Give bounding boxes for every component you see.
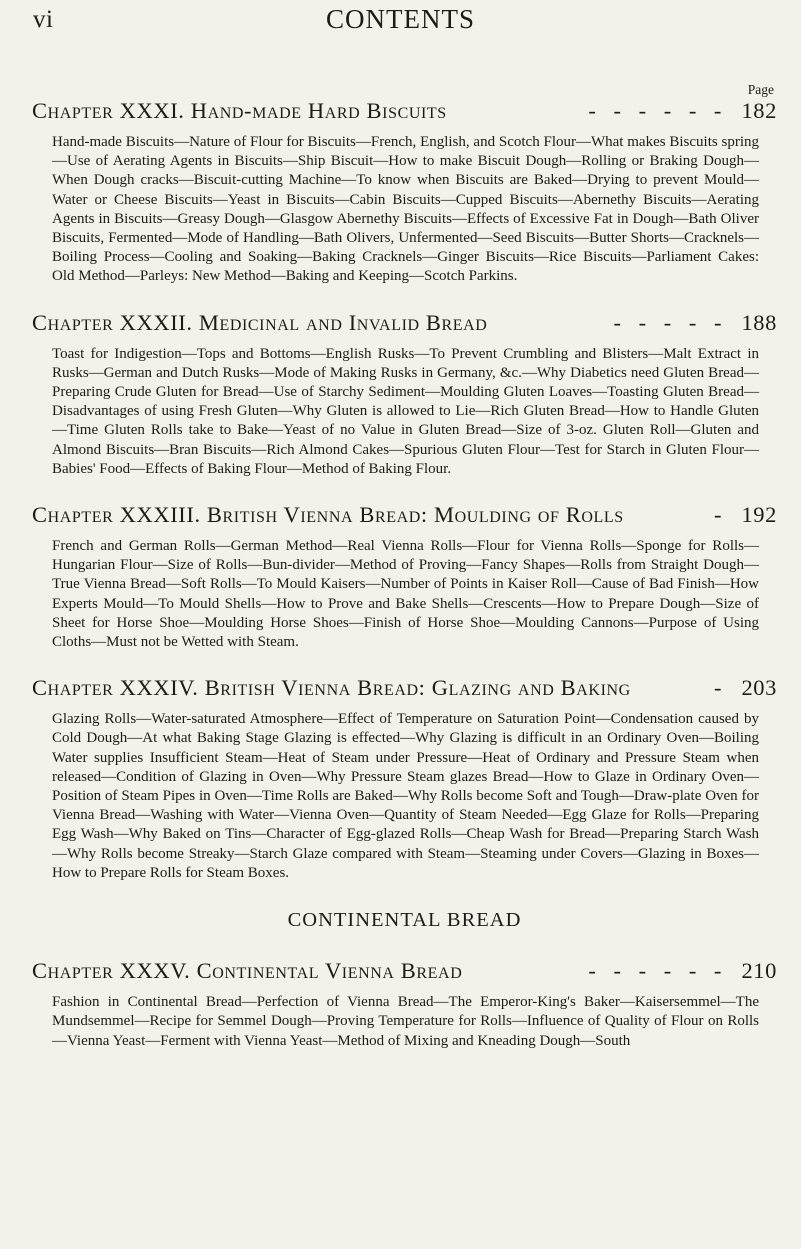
chapter-page-number: 210 [741, 958, 777, 984]
page-column-label: Page [747, 82, 774, 97]
chapter-page-number: 188 [741, 309, 777, 335]
chapter-title: Chapter XXXV. Continental Vienna Bread [32, 958, 463, 984]
chapter-leader: - - - - - - [588, 98, 728, 123]
chapter-entry-34 [32, 674, 777, 883]
chapter-title: Chapter XXXIV. British Vienna Bread: Glazing and Baking [32, 675, 631, 701]
chapter-title: Chapter XXXI. Hand-made Hard Biscuits [32, 98, 447, 123]
section-heading: CONTINENTAL BREAD [287, 909, 522, 932]
chapter-page-number: 203 [741, 675, 777, 701]
chapter-page-number: 192 [741, 502, 777, 528]
page-folio: vi [33, 6, 54, 33]
chapter-leader: - - - - - [613, 309, 728, 335]
chapter-entry-33 [32, 501, 777, 652]
chapter-entry-31 [32, 97, 777, 287]
contents-list [32, 97, 777, 1051]
chapter-leader: - [713, 675, 728, 701]
chapter-entry-32 [32, 309, 777, 479]
chapter-leader: - [713, 502, 728, 528]
chapter-heading [32, 97, 777, 125]
chapter-summary: French and German Rolls—German Method—Real Vienna Rolls—Flour for Vienna Rolls—Sponge for Rolls—Hungarian Flour—Size of Rolls—Bun-divider—Method of Proving—Fancy Shapes—Rolls from Straight Dough—True Vienna Bread—Soft Rolls—To Mould Kaisers—Number of Points in Kaiser Roll—Cause of Bad Finish—How Experts Mould—To Mould Shells—How to Prove and Bake Shells—Crescents—How to Prepare Dough—Size of Sheet for Horse Shoe—Moulding Horse Shoes—Finish of Horse Shoe—Moulding Cannons—Purpose of Using Cloths—Must not be Wetted with Steam. [52, 538, 759, 651]
chapter-page-number: 182 [741, 98, 777, 123]
chapter-heading [32, 957, 777, 985]
chapter-summary: Fashion in Continental Bread—Perfection of Vienna Bread—The Emperor-King's Baker—Kaisersemmel—The Mundsemmel—Recipe for Semmel Dough—Proving Temperature for Rolls—Influence of Quality of Flour on Rolls—Vienna Yeast—Ferment with Vienna Yeast—Method of Mixing and Kneading Dough—South [52, 994, 759, 1049]
chapter-heading [32, 674, 777, 702]
chapter-entry-35 [32, 957, 777, 1051]
chapter-leader: - - - - - - [588, 958, 728, 984]
chapter-summary: Toast for Indigestion—Tops and Bottoms—English Rusks—To Prevent Crumbling and Blisters—Malt Extract in Rusks—German and Dutch Rusks—Mode of Making Rusks in Germany, &c.—Why Diabetics need Gluten Bread—Preparing Crude Gluten for Bread—Use of Starchy Sediment—Moulding Gluten Loaves—Toasting Gluten Bread—Disadvantages of using Fresh Gluten—Why Gluten is allowed to Lie—Rich Gluten Bread—How to Handle Gluten—Time Gluten Rolls take to Bake—Yeast of no Value in Gluten Bread—Size of 3-oz. Gluten Roll—Gluten and Almond Biscuits—Bran Biscuits—Rich Almond Cakes—Spurious Gluten Flour—Test for Starch in Gluten Flour—Babies' Food—Effects of Baking Flour—Method of Baking Flour. [52, 345, 759, 477]
chapter-summary: Hand-made Biscuits—Nature of Flour for Biscuits—French, English, and Scotch Flour—What makes Biscuits spring—Use of Aerating Agents in Biscuits—Ship Biscuit—How to make Biscuit Dough—Rolling or Braking Dough—When Dough cracks—Biscuit-cutting Machine—To know when Biscuits are Baked—Drying to prevent Mould—Water or Cheese Biscuits—Yeast in Biscuits—Cabin Biscuits—Cupped Biscuits—Abernethy Biscuits—Aerating Agents in Biscuits—Greasy Dough—Glasgow Abernethy Biscuits—Effects of Excessive Fat in Dough—Bath Oliver Biscuits, Fermented—Mode of Handling—Bath Olivers, Unfermented—Seed Biscuits—Butter Shorts—Cracknels—Boiling Process—Cooling and Soaking—Baking Cracknels—Ginger Biscuits—Rice Biscuits—Parliament Cakes: Old Method—Parleys: New Method—Baking and Keeping—Scotch Parkins. [52, 134, 759, 285]
chapter-heading [32, 309, 777, 337]
chapter-heading [32, 501, 777, 529]
chapter-title: Chapter XXXIII. British Vienna Bread: Moulding of Rolls [32, 502, 624, 528]
running-head: CONTENTS [326, 4, 475, 34]
chapter-summary: Glazing Rolls—Water-saturated Atmosphere—Effect of Temperature on Saturation Point—Condensation caused by Cold Dough—At what Baking Stage Glazing is effected—Why Glazing is difficult in an Ordinary Oven—Boiling Water supplies Insufficient Steam—Heat of Steam under Pressure—Heat of Ordinary and Pressure Steam when released—Condition of Glazing in Oven—Why Pressure Steam glazes Bread—How to Glaze in Ordinary Oven—Position of Steam Pipes in Oven—Time Rolls are Baked—Why Rolls become Soft and Tough—Draw-plate Oven for Vienna Bread—Washing with Water—Vienna Oven—Quantity of Steam Needed—Egg Glaze for Rolls—Preparing Egg Wash—Why Baked on Tins—Character of Egg-glazed Rolls—Cheap Wash for Bread—Preparing Starch Wash—Why Rolls become Streaky—Starch Glaze compared with Steam—Steaming under Covers—Glazing in Boxes—How to Prepare Rolls for Steam Boxes. [52, 711, 759, 881]
chapter-title: Chapter XXXII. Medicinal and Invalid Bread [32, 309, 488, 335]
